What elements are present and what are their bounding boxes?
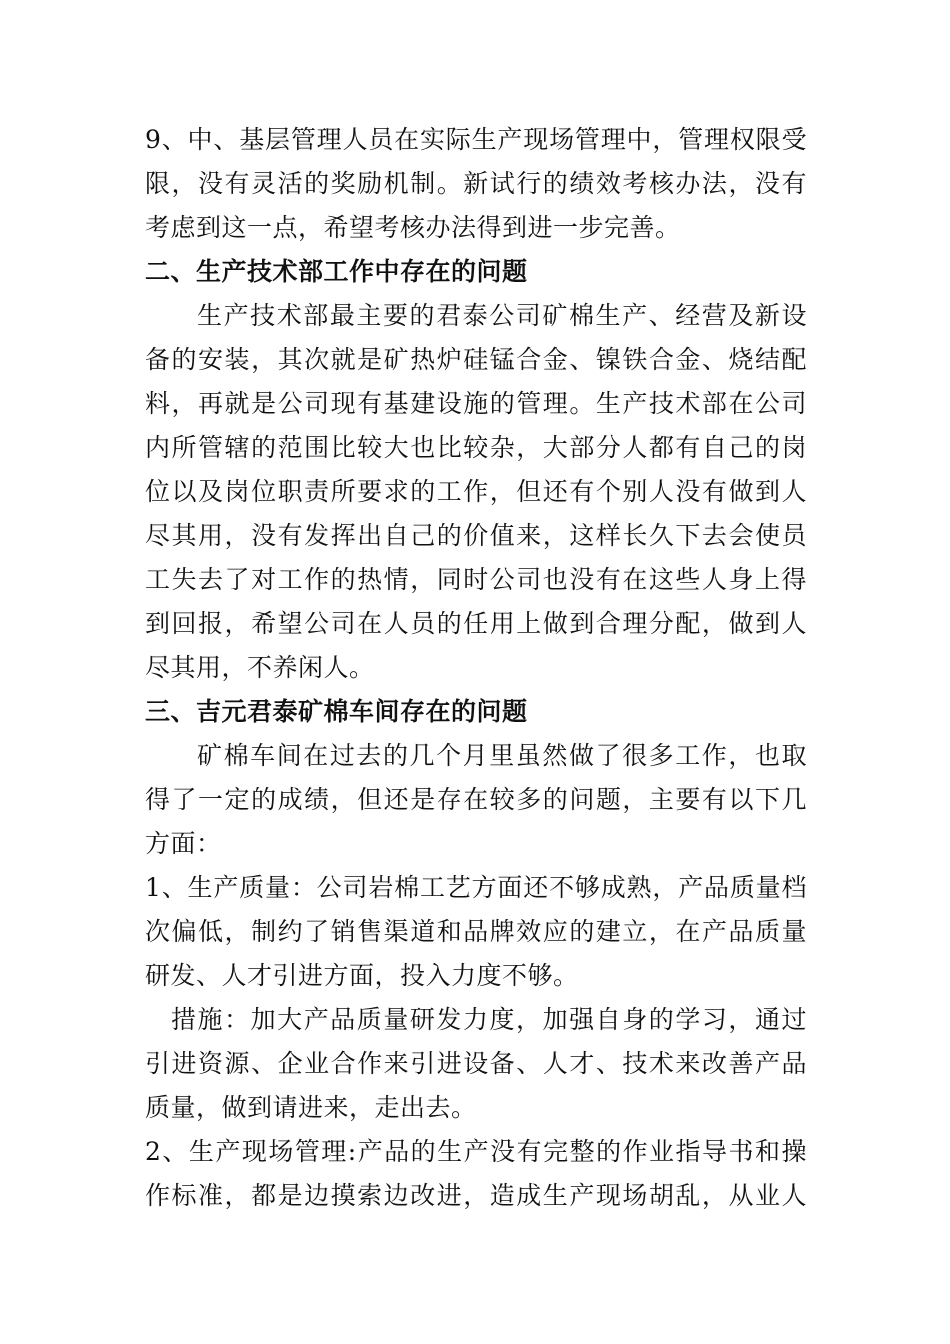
paragraph-line: 2、生产现场管理:产品的生产没有完整的作业指导书和操 [145,1137,807,1166]
paragraph-line: 方面： [145,829,222,858]
paragraph-line: 得了一定的成绩，但还是存在较多的问题，主要有以下几 [145,785,807,814]
paragraph-line: 引进资源、企业合作来引进设备、人才、技术来改善产品 [145,1049,807,1078]
paragraph-line: 位以及岗位职责所要求的工作，但还有个别人没有做到人 [145,477,807,506]
paragraph-line: 尽其用，没有发挥出自己的价值来，这样长久下去会使员 [145,521,807,550]
paragraph-line: 考虑到这一点，希望考核办法得到进一步完善。 [145,213,681,242]
paragraph-line: 到回报，希望公司在人员的任用上做到合理分配，做到人 [145,609,807,638]
paragraph-line: 备的安装，其次就是矿热炉硅锰合金、镍铁合金、烧结配 [145,345,807,374]
paragraph-line: 措施：加大产品质量研发力度，加强自身的学习，通过 [171,1005,807,1034]
paragraph-line: 生产技术部最主要的君泰公司矿棉生产、经营及新设 [197,301,807,330]
paragraph-line: 作标准，都是边摸索边改进，造成生产现场胡乱，从业人 [145,1181,807,1210]
paragraph-line: 限，没有灵活的奖励机制。新试行的绩效考核办法，没有 [145,169,807,198]
paragraph-line: 1、生产质量：公司岩棉工艺方面还不够成熟，产品质量档 [145,873,807,902]
paragraph-line: 工失去了对工作的热情，同时公司也没有在这些人身上得 [145,565,807,594]
section-heading-mineral-wool-workshop: 三、吉元君泰矿棉车间存在的问题 [145,697,528,726]
paragraph-line: 次偏低，制约了销售渠道和品牌效应的建立，在产品质量 [145,917,807,946]
paragraph-line: 质量，做到请进来，走出去。 [145,1093,477,1122]
paragraph-line: 研发、人才引进方面，投入力度不够。 [145,961,579,990]
paragraph-line: 9、中、基层管理人员在实际生产现场管理中，管理权限受 [145,125,807,154]
paragraph-line: 尽其用，不养闲人。 [145,653,375,682]
paragraph-line: 内所管辖的范围比较大也比较杂，大部分人都有自己的岗 [145,433,807,462]
paragraph-line: 料，再就是公司现有基建设施的管理。生产技术部在公司 [145,389,807,418]
section-heading-production-tech: 二、生产技术部工作中存在的问题 [145,257,528,286]
paragraph-line: 矿棉车间在过去的几个月里虽然做了很多工作，也取 [197,741,807,770]
document-body [145,118,807,1218]
